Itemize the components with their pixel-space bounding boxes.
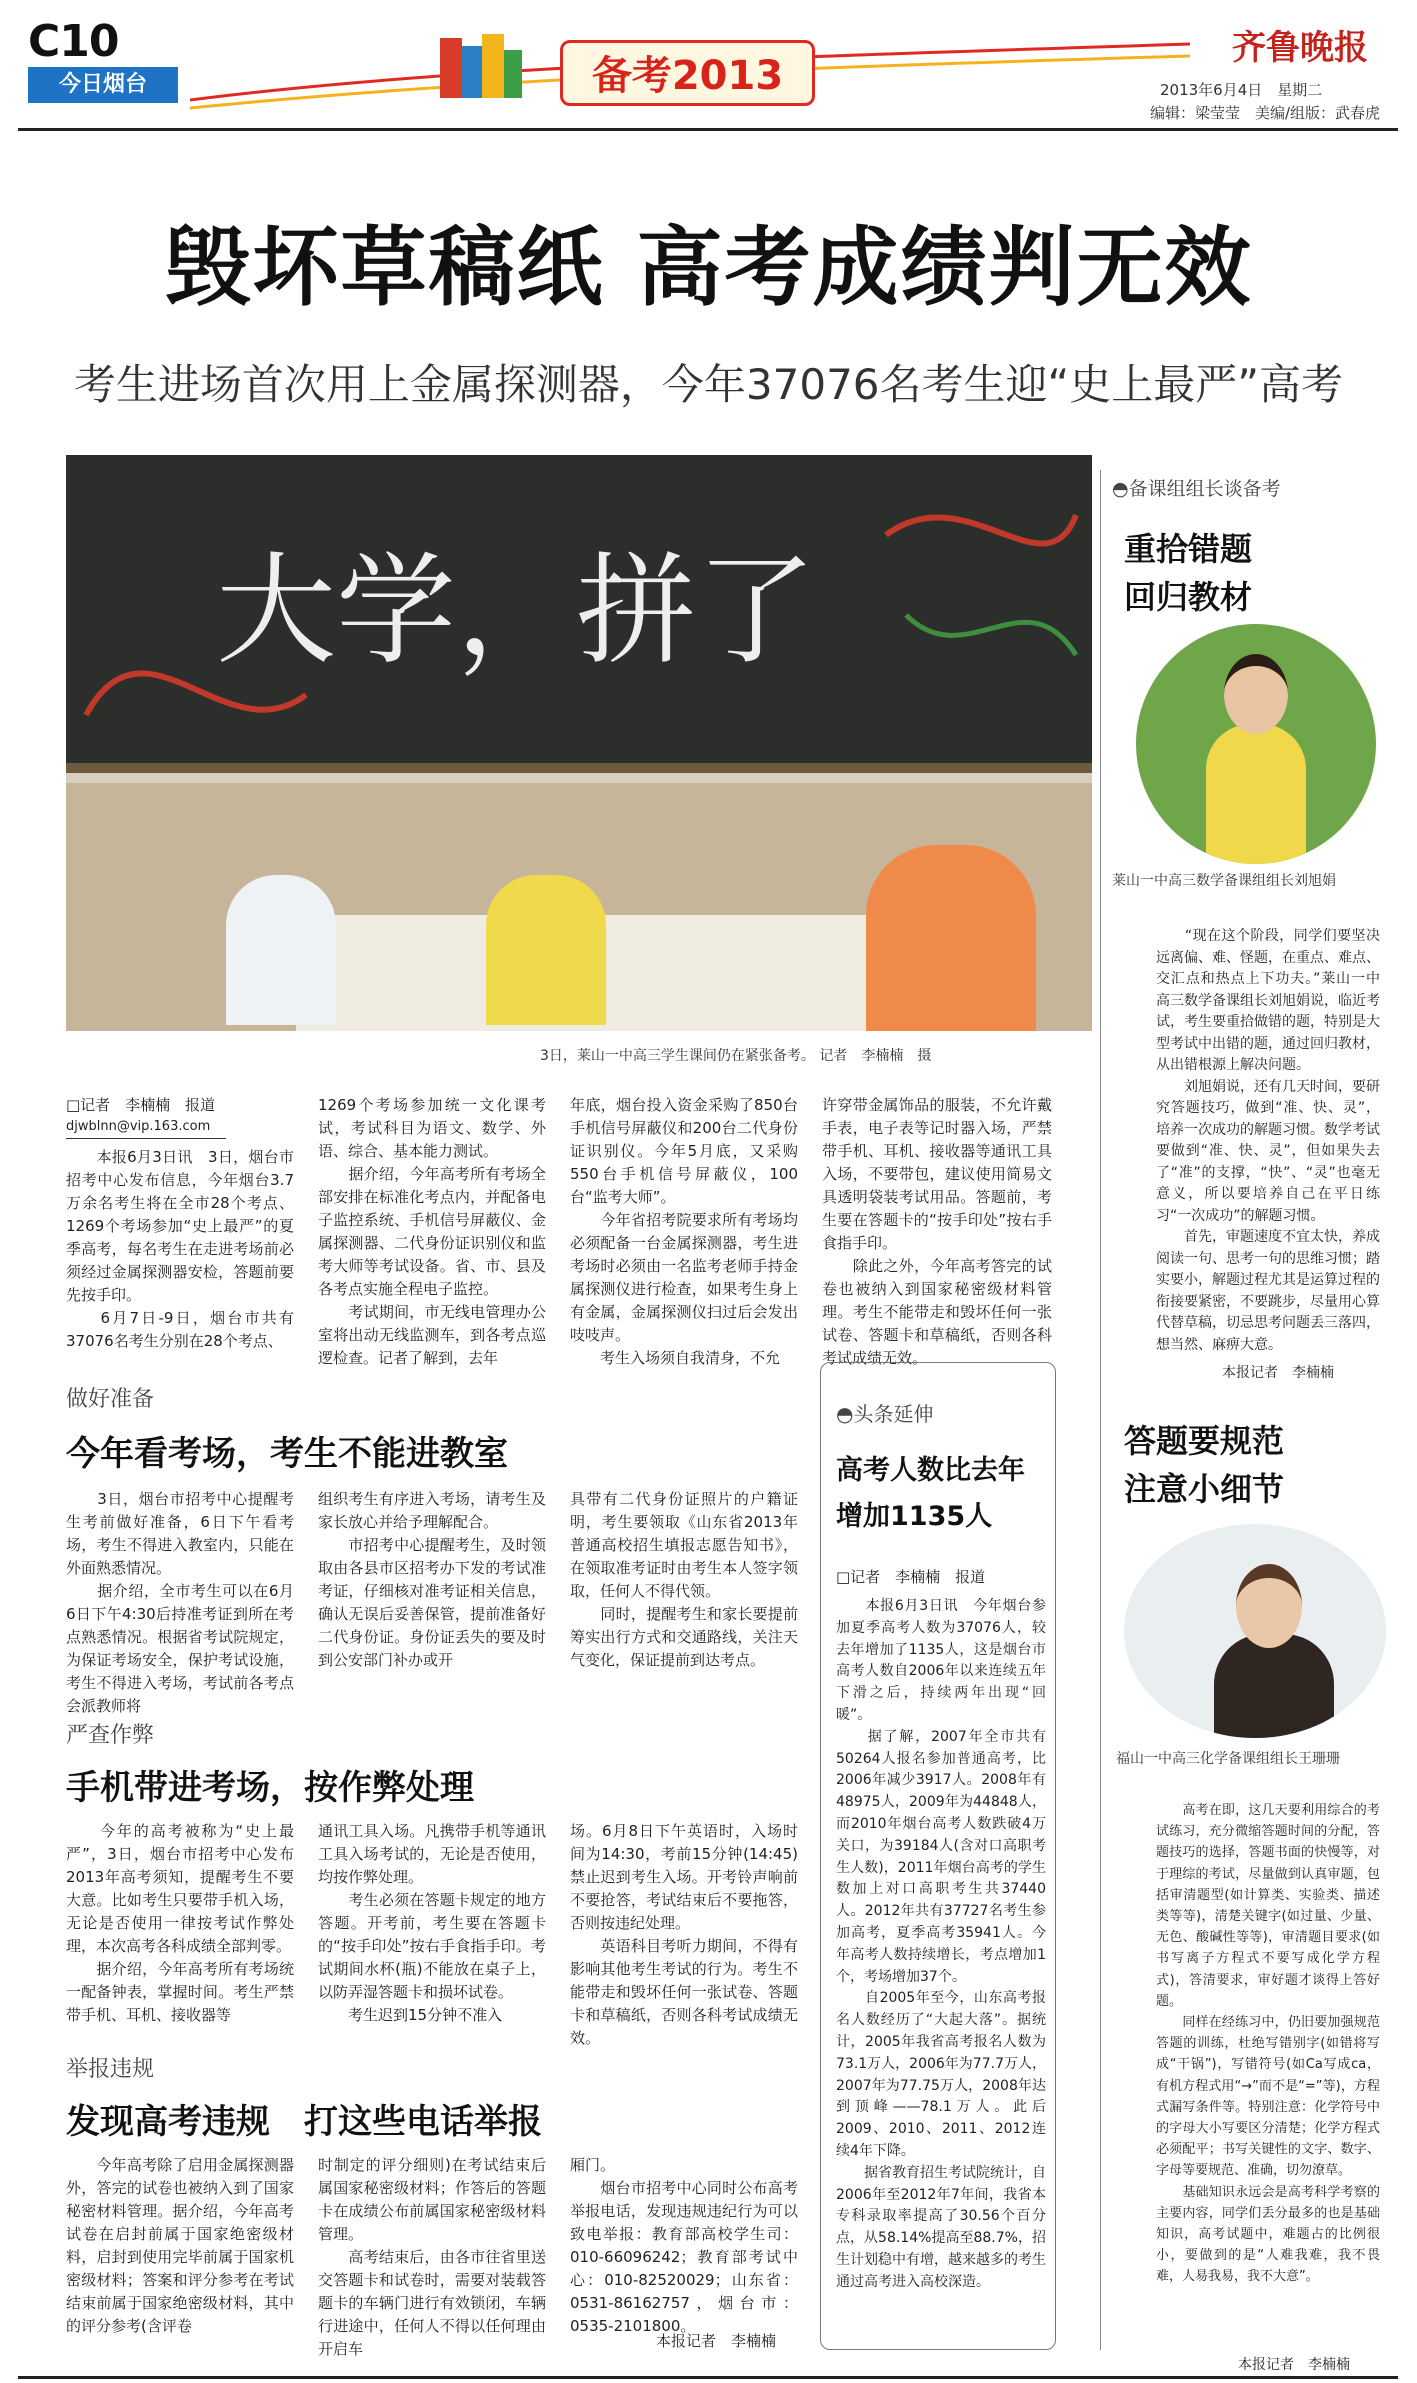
section-tag: 今日烟台: [28, 67, 178, 103]
portrait-2: [1124, 1524, 1386, 1738]
page-number: C10: [28, 16, 119, 67]
main-col-1: 本报6月3日讯 3日，烟台市招考中心发布信息，今年烟台3.7万余名考生将在全市28个考点、1269个考场参加“史上最严”的夏季高考，每名考生在走进考场前必须经过金属探测器安检，答题前要先按手印。 6月7日-9日，烟台市共有37076名考生分别在28个考点、: [66, 1148, 294, 1350]
sidebar-title2-line1: 答题要规范: [1124, 1422, 1285, 1460]
section-title-cheat: 手机带进考场，按作弊处理: [66, 1768, 474, 1808]
photo-caption: 3日，莱山一中高三学生课间仍在紧张备考。 记者 李楠楠 摄: [540, 1048, 932, 1064]
sidebar-title1-line1: 重拾错题: [1124, 530, 1253, 568]
portrait-2-face: [1236, 1564, 1302, 1648]
portrait-1: [1136, 624, 1376, 864]
main-photo: [66, 455, 1092, 1031]
prep-col-3: 具带有二代身份证照片的户籍证明，考生要领取《山东省2013年普通高校招生填报志愿告知书》，在领取准考证时由考生本人签字领取，任何人不得代领。 同时，提醒考生和家长要提前筹实出行方式和交通路线，关注天气变化，保证提前到达考点。: [570, 1490, 798, 1669]
extension-label-text: 头条延伸: [853, 1402, 934, 1426]
sidebar-title2-line2: 注意小细节: [1124, 1470, 1285, 1508]
section-title-report: 发现高考违规 打这些电话举报: [66, 2102, 542, 2142]
cheat-col-3: 场。6月8日下午英语时，入场时间为14:30，考前15分钟(14:45)禁止迟到考生入场。开考铃声响前不要抢答，考试结束后不要拖答，否则按违纪处理。 英语科目考听力期间，不得有影响其他考生考试的行为。考生不能带走和毁坏任何一张试卷、答题卡和草稿纸，否则各科考试成绩无效。: [570, 1822, 798, 2047]
issue-date: 2013年6月4日 星期二: [1160, 81, 1323, 99]
bottom-rule: [18, 2376, 1398, 2379]
sidebar-label: ◓备课组组长谈备考: [1112, 478, 1281, 500]
student-3: [226, 875, 336, 1025]
email-rule: [66, 1138, 226, 1139]
report-col-2: 时制定的评分细则)在考试结束后属国家秘密级材料；作答后的答题卡在成绩公布前属国家秘密级材料管理。 高考结束后，由各市往省里送交答题卡和试卷时，需要对装载答题卡的车辆门进行有效锁闭，车辆行进途中，任何人不得以任何理由开启车: [318, 2156, 546, 2358]
extension-body: 本报6月3日讯 今年烟台参加夏季高考人数为37076人，较去年增加了1135人，这是烟台市高考人数自2006年以来连续五年下滑之后，持续两年出现“回暖”。 据了解，2007年全市共有50264人报名参加普通高考，比2006年减少3917人。2008年有48975人，2009年为44848人，而2010年烟台高考人数跌破4万关口，为39184人(含对口高职考生人数)，2011年烟台高考的学生数加上对口高职考生共37440人。2012年共有37727名考生参加高考，夏季高考35941人。今年高考人数持续增长，考点增加1个，考场增加37个。 自2005年至今，山东高考报名人数经历了“大起大落”。据统计，2005年我省高考报名人数为73.1万人，2006年为77.7万人，2007年为77.75万人，2008年达到顶峰——78.1万人。此后2009、2010、2011、2012连续4年下降。 据省教育招生考试院统计，自2006年至2012年7年间，我省本专科录取率提高了30.56个百分点，从58.14%提高至88.7%，招生计划稳中有增，越来越多的考生通过高考进入高校深造。: [836, 1598, 1046, 2290]
dragon-drawing: [66, 455, 1092, 773]
cheat-col-2: 通讯工具入场。凡携带手机等通讯工具入场考试的，无论是否使用，均按作弊处理。 考生必须在答题卡规定的地方答题。开考前，考生要在答题卡的“按手印处”按右手食指手印。考试期间水杯(瓶)不能放在桌子上，以防弄湿答题卡和损坏试卷。 考生迟到15分钟不准入: [318, 1822, 546, 2024]
report-col-3: 厢门。 烟台市招考中心同时公布高考举报电话，发现违规违纪行为可以致电举报：教育部高校学生司：010-66096242；教育部考试中心：010-82520029；山东省：0531-86162757，烟台市：0535-2101800。: [570, 2156, 798, 2335]
main-byline: □记者 李楠楠 报道: [66, 1096, 216, 1114]
report-sign: 本报记者 李楠楠: [656, 2332, 777, 2350]
paper-logo: 齐鲁晚报: [1232, 28, 1368, 68]
editors: 编辑：梁莹莹 美编/组版：武春虎: [1150, 104, 1381, 122]
section-label-cheat: 严查作弊: [66, 1723, 155, 1748]
sidebar-body-2: 高考在即，这几天要利用综合的考试练习，充分微缩答题时间的分配，答题技巧的选择，答题书面的快慢等，对于理综的考试，尽量做到认真审题，包括审清题型(如计算类、实验类、描述类等等)，清楚关键字(如过量、少量、无色、酸碱性等等)，审清题目要求(如书写离子方程式不要写成化学方程式)，答清要求，审好题才谈得上答好题。 同样在经练习中，仍旧要加强规范答题的训练，杜绝写错别字(如错将写成“干锅”)，写错符号(如Ca写成ca，有机方程式用“→”而不是“=”等)，方程式漏写条件等。特别注意：化学符号中的字母大小写要区分清楚；化学方程式必须配平；书写关键性的文字、数字、字母等要规范、准确，切勿潦草。 基础知识永远会是高考科学考察的主要内容，同学们丢分最多的也是基础知识，高考试题中，难题占的比例很小，要做到的是“人难我难，我不畏难，人易我易，我不大意”。: [1156, 1803, 1380, 2285]
subheadline: 考生进场首次用上金属探测器，今年37076名考生迎“史上最严”高考: [73, 360, 1344, 409]
prep-col-1: 3日，烟台市招考中心提醒考生考前做好准备，6日下午看考场，考生不得进入教室内，只能在外面熟悉情况。 据介绍，全市考生可以在6月6日下午4:30后持准考证到所在考点熟悉情况。根据省考试院规定，为保证考场安全，保护考试设施，考生不得进入考场，考试前各考点会派教师将: [66, 1490, 294, 1715]
sidebar-title1-line2: 回归教材: [1124, 578, 1253, 616]
main-email: djwblnn@vip.163.com: [66, 1119, 211, 1134]
sidebar-body-1: “现在这个阶段，同学们要坚决远离偏、难、怪题，在重点、难点、交汇点和热点上下功夫。”莱山一中高三数学备课组长刘旭娟说，临近考试，考生要重拾做错的题，特别是大型考试中出错的题，通过回归教材，从出错根源上解决问题。 刘旭娟说，还有几天时间，要研究答题技巧，做到“准、快、灵”，培养一次成功的解题习惯。数学考试要做到“准、快、灵”，但如果失去了“准”的支撑，“快”、“灵”也毫无意义，所以要培养自己在平日练习“一次成功”的解题习惯。 首先，审题速度不宜太快，养成阅读一句、思考一句的思维习惯；踏实要小，解题过程尤其是运算过程的衔接要紧密，不要跳步，尽量用心算代替草稿，切忌思考问题丢三落四，想当然、麻痹大意。: [1156, 928, 1380, 1353]
student-1: [486, 875, 606, 1025]
extension-byline: □记者 李楠楠 报道: [836, 1568, 986, 1586]
portrait-2-caption: 福山一中高三化学备课组组长王珊珊: [1116, 1751, 1340, 1767]
section-label-prep: 做好准备: [66, 1387, 155, 1412]
portrait-1-face: [1224, 654, 1288, 734]
prep-col-2: 组织考生有序进入考场，请考生及家长放心并给予理解配合。 市招考中心提醒考生，及时领取由各县市区招考办下发的考试准考证，仔细核对准考证相关信息，确认无误后妥善保管，提前准备好二代身份证。身份证丢失的要及时到公安部门补办或开: [318, 1490, 546, 1669]
main-col-3: 年底，烟台投入资金采购了850台手机信号屏蔽仪和200台二代身份证识别仪。今年5月底，又采购550台手机信号屏蔽仪，100台“监考大师”。 今年省招考院要求所有考场均必须配备一台金属探测器，考生进考场时必须由一名监考老师手持金属探测仪进行检查，如果考生身上有金属，金属探测仪扫过后会发出吱吱声。 考生入场须自我清身，不允: [570, 1096, 798, 1367]
portrait-2-figure: [1214, 1634, 1334, 1738]
extension-title-line1: 高考人数比去年: [836, 1455, 1025, 1486]
sidebar-label-text: 备课组组长谈备考: [1128, 478, 1281, 500]
extension-label: ◓头条延伸: [836, 1402, 934, 1426]
sidebar-divider: [1100, 470, 1101, 2350]
sidebar-sign-2: 本报记者 李楠楠: [1238, 2357, 1350, 2373]
headline: 毁坏草稿纸 高考成绩判无效: [164, 218, 1253, 318]
report-col-1: 今年高考除了启用金属探测器外，答完的试卷也被纳入到了国家秘密材料管理。据介绍，今年高考试卷在启封前属于国家绝密级材料，启封到使用完毕前属于国家机密级材料；答案和评分参考在考试结束前属于国家绝密级材料，其中的评分参考(含评卷: [66, 2156, 294, 2335]
blackboard-text: 大学，拼了: [216, 542, 816, 681]
portrait-1-figure: [1206, 724, 1306, 864]
student-2: [866, 845, 1036, 1031]
cheat-col-1: 今年的高考被称为“史上最严”，3日，烟台市招考中心发布2013年高考须知，提醒考生不要大意。比如考生只要带手机入场，无论是否使用一律按考试作弊处理，本次高考各科成绩全部判零。 据介绍，今年高考所有考场统一配备钟表，掌握时间。考生严禁带手机、耳机、接收器等: [66, 1822, 294, 2024]
section-label-report: 举报违规: [66, 2057, 155, 2082]
sidebar-sign-1: 本报记者 李楠楠: [1222, 1365, 1334, 1381]
banner-title: 备考2013: [591, 53, 784, 99]
main-col-2: 1269个考场参加统一文化课考试，考试科目为语文、数学、外语、综合、基本能力测试。 据介绍，今年高考所有考场全部安排在标准化考点内，并配备电子监控系统、手机信号屏蔽仪、金属探测器、二代身份证识别仪和监考大师等考试设备。省、市、县及各考点实施全程电子监控。 考试期间，市无线电管理办公室将出动无线监测车，到各考点巡逻检查。记者了解到，去年: [318, 1096, 546, 1367]
extension-title-line2: 增加1135人: [836, 1501, 993, 1532]
masthead-rule: [18, 128, 1398, 131]
main-col-4: 许穿带金属饰品的服装，不允许戴手表，电子表等记时器入场，严禁带手机、耳机、接收器等通讯工具入场，不要带包，建议使用简易文具透明袋装考试用品。答题前，考生要在答题卡的“按手印处”按右手食指手印。 除此之外，今年高考答完的试卷也被纳入到国家秘密级材料管理。考生不能带走和毁坏任何一张试卷、答题卡和草稿纸，否则各科考试成绩无效。: [822, 1096, 1052, 1367]
portrait-1-caption: 莱山一中高三数学备课组组长刘旭娟: [1112, 873, 1336, 889]
section-title-prep: 今年看考场，考生不能进教室: [66, 1434, 508, 1474]
